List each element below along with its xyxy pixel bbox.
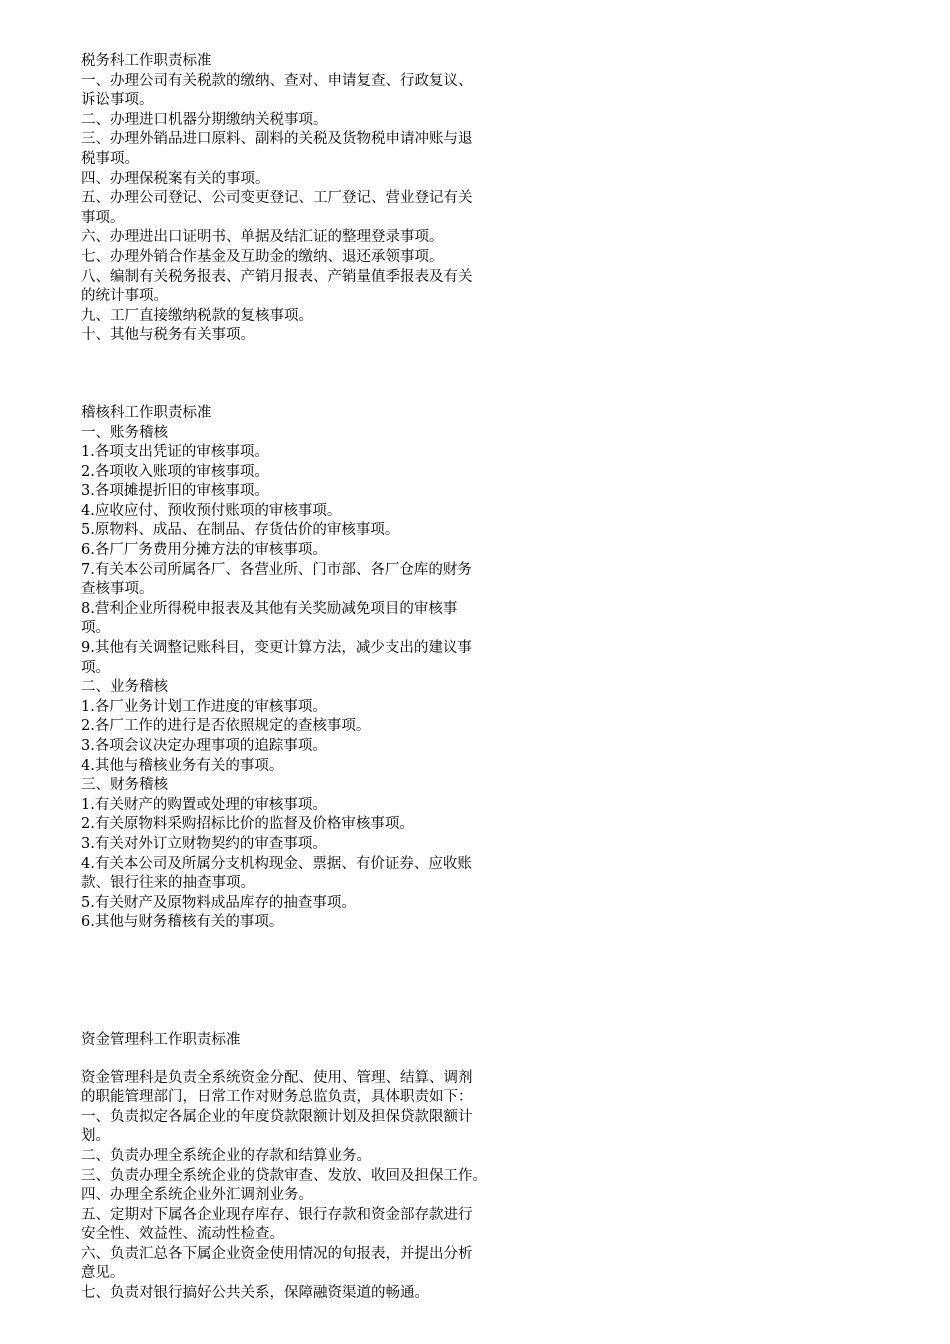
tax-lines xyxy=(81,72,551,346)
text-line: 二、办理进口机器分期缴纳关税事项。 xyxy=(81,111,328,128)
text-line: 二、负责办理全系统企业的存款和结算业务。 xyxy=(81,1147,371,1164)
text-line: 三、财务稽核 xyxy=(81,777,168,794)
text-line: 的统计事项。 xyxy=(81,288,168,305)
text-line: 一、办理公司有关税款的缴纳、查对、申请复查、行政复议、 xyxy=(81,72,473,89)
text-line: 的职能管理部门，日常工作对财务总监负责，具体职责如下： xyxy=(81,1089,473,1106)
text-line: 九、工厂直接缴纳税款的复核事项。 xyxy=(81,307,313,324)
text-line: 七、负责对银行搞好公共关系，保障融资渠道的畅通。 xyxy=(81,1285,429,1302)
document-body xyxy=(81,52,551,1304)
text-line: 意见。 xyxy=(81,1265,125,1282)
text-line: 安全性、效益性、流动性检查。 xyxy=(81,1226,284,1243)
text-line: 项。 xyxy=(81,659,110,676)
text-line: 十、其他与税务有关事项。 xyxy=(81,327,255,344)
text-line: 2.有关原物料采购招标比价的监督及价格审核事项。 xyxy=(81,816,414,833)
text-line: 划。 xyxy=(81,1128,110,1145)
audit-section-title: 稽核科工作职责标准 xyxy=(81,404,212,421)
text-line: 五、办理公司登记、公司变更登记、工厂登记、营业登记有关 xyxy=(81,190,473,207)
text-line: 查核事项。 xyxy=(81,581,154,598)
text-line: 6.各厂厂务费用分摊方法的审核事项。 xyxy=(81,542,327,559)
text-line: 3.各项会议决定办理事项的追踪事项。 xyxy=(81,738,327,754)
text-line: 9.其他有关调整记账科目，变更计算方法，减少支出的建议事 xyxy=(81,640,472,657)
text-line: 4.有关本公司及所属分支机构现金、票据、有价证券、应收账 xyxy=(81,855,472,872)
text-line: 1.各厂业务计划工作进度的审核事项。 xyxy=(81,698,327,715)
text-line: 1.各项支出凭证的审核事项。 xyxy=(81,444,269,461)
audit-lines xyxy=(81,424,551,933)
text-line: 7.有关本公司所属各厂、各营业所、门市部、各厂仓库的财务 xyxy=(81,561,472,578)
text-line: 3.各项摊提折旧的审核事项。 xyxy=(81,483,269,500)
text-line: 8.营利企业所得税申报表及其他有关奖励减免项目的审核事 xyxy=(81,600,458,617)
text-line: 四、办理全系统企业外汇调剂业务。 xyxy=(81,1187,313,1204)
text-line: 三、办理外销品进口原料、副料的关税及货物税申请冲账与退 xyxy=(81,131,473,148)
text-line: 五、定期对下属各企业现存库存、银行存款和资金部存款进行 xyxy=(81,1206,473,1223)
section-spacer xyxy=(81,933,551,1031)
text-line: 税事项。 xyxy=(81,150,139,167)
text-line: 七、办理外销合作基金及互助金的缴纳、退还承领事项。 xyxy=(81,248,444,265)
tax-section xyxy=(81,52,551,346)
text-line: 项。 xyxy=(81,620,110,637)
section-spacer xyxy=(81,346,551,404)
text-line: 三、负责办理全系统企业的贷款审查、发放、收回及担保工作。 xyxy=(81,1167,487,1184)
text-line: 1.有关财产的购置或处理的审核事项。 xyxy=(81,796,327,813)
text-line: 诉讼事项。 xyxy=(81,92,154,109)
text-line: 六、办理进出口证明书、单据及结汇证的整理登录事项。 xyxy=(81,229,444,246)
text-line: 八、编制有关税务报表、产销月报表、产销量值季报表及有关 xyxy=(81,268,473,285)
text-line: 2.各项收入账项的审核事项。 xyxy=(81,463,269,480)
audit-section xyxy=(81,404,551,933)
text-line: 5.原物料、成品、在制品、存货估价的审核事项。 xyxy=(81,522,400,539)
text-line: 二、业务稽核 xyxy=(81,679,168,696)
text-line: 4.其他与稽核业务有关的事项。 xyxy=(81,757,284,774)
text-line: 5.有关财产及原物料成品库存的抽查事项。 xyxy=(81,894,356,911)
text-line: 事项。 xyxy=(81,209,125,226)
tax-section-title: 税务科工作职责标准 xyxy=(81,53,212,69)
text-line: 一、负责拟定各属企业的年度贷款限额计划及担保贷款限额计 xyxy=(81,1108,473,1125)
text-line: 资金管理科是负责全系统资金分配、使用、管理、结算、调剂 xyxy=(81,1069,473,1086)
text-line: 一、账务稽核 xyxy=(81,424,168,441)
text-line: 六、负责汇总各下属企业资金使用情况的旬报表，并提出分析 xyxy=(81,1245,473,1262)
text-line: 3.有关对外订立财物契约的审查事项。 xyxy=(81,835,327,852)
funds-lines xyxy=(81,1069,551,1304)
text-line: 2.各厂工作的进行是否依照规定的查核事项。 xyxy=(81,718,371,735)
funds-section-title: 资金管理科工作职责标准 xyxy=(81,1031,241,1048)
text-line: 四、办理保税案有关的事项。 xyxy=(81,170,270,187)
funds-section xyxy=(81,1031,551,1304)
text-line: 6.其他与财务稽核有关的事项。 xyxy=(81,914,284,931)
title-spacer xyxy=(81,1051,551,1069)
text-line: 款、银行往来的抽查事项。 xyxy=(81,875,255,892)
text-line: 4.应收应付、预收预付账项的审核事项。 xyxy=(81,502,342,519)
